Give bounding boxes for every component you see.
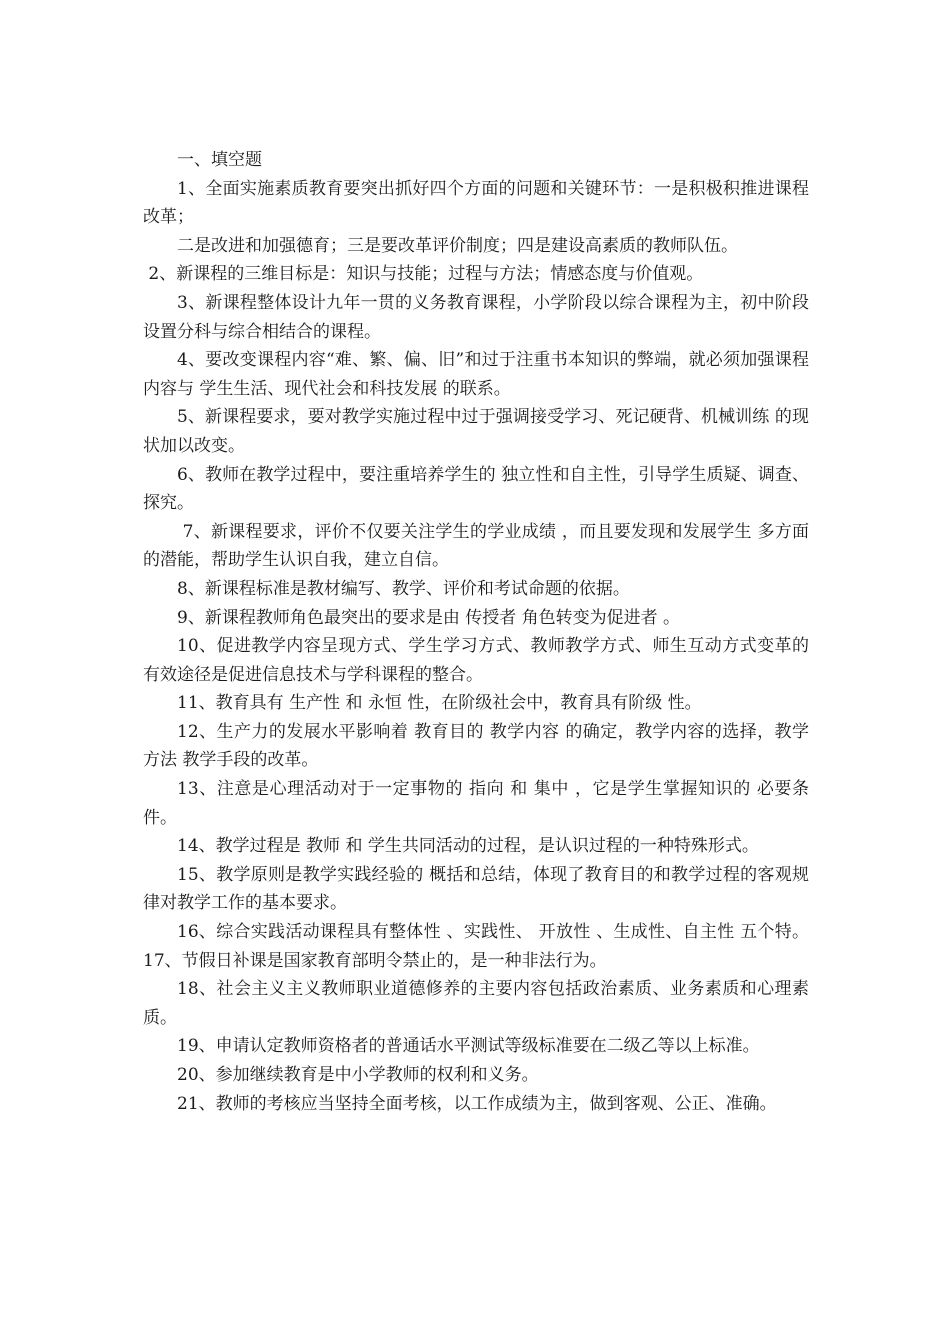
paragraph-1-continued: 二是改进和加强德育；三是要改革评价制度；四是建设高素质的教师队伍。 [177, 235, 738, 256]
paragraph-21: 21、教师的考核应当坚持全面考核，以工作成绩为主，做到客观、公正、准确。 [177, 1093, 777, 1114]
paragraph-6: 6、教师在教学过程中，要注重培养学生的 独立性和自主性，引导学生质疑、调查、探究。 [143, 464, 809, 514]
paragraph-10: 10、促进教学内容呈现方式、学生学习方式、教师教学方式、师生互动方式变革的有效途径是促进信息技术与学科课程的整合。 [143, 636, 809, 685]
document-body [143, 146, 815, 1118]
section-heading: 一、填空题 [177, 150, 262, 170]
paragraph-9: 9、新课程教师角色最突出的要求是由 传授者 角色转变为促进者 。 [177, 607, 681, 628]
paragraph-12: 12、生产力的发展水平影响着 教育目的 教学内容 的确定，教学内容的选择，教学方法 教学手段的改革。 [143, 721, 809, 771]
paragraph-11: 11、教育具有 生产性 和 永恒 性，在阶级社会中，教育具有阶级 性。 [177, 693, 702, 714]
paragraph-20: 20、参加继续教育是中小学教师的权利和义务。 [177, 1065, 539, 1085]
paragraph-2: 2、新课程的三维目标是：知识与技能；过程与方法；情感态度与价值观。 [143, 264, 704, 285]
paragraph-13: 13、注意是心理活动对于一定事物的 指向 和 集中 ，它是学生掌握知识的 必要条件。 [143, 779, 809, 828]
paragraph-18: 18、社会主义主义教师职业道德修养的主要内容包括政治素质、业务素质和心理素质。 [143, 979, 809, 1028]
paragraph-3: 3、新课程整体设计九年一贯的义务教育课程，小学阶段以综合课程为主，初中阶段设置分科与综合相结合的课程。 [143, 292, 809, 342]
paragraph-5: 5、新课程要求，要对教学实施过程中过于强调接受学习、死记硬背、机械训练 的现状加以改变。 [143, 407, 809, 456]
paragraph-16-17: 16、综合实践活动课程具有整体性 、实践性、 开放性 、生成性、自主性 五个特。 17、节假日补课是国家教育部明令禁止的，是一种非法行为。 [143, 922, 815, 971]
paragraph-19: 19、申请认定教师资格者的普通话水平测试等级标准要在二级乙等以上标准。 [177, 1036, 760, 1057]
paragraph-4: 4、要改变课程内容“难、繁、偏、旧”和过于注重书本知识的弊端，就必须加强课程内容与 学生生活、现代社会和科技发展 的联系。 [143, 350, 809, 399]
paragraph-7: 7、新课程要求，评价不仅要关注学生的学业成绩 ，而且要发现和发展学生 多方面的潜能，帮助学生认识自我，建立自信。 [143, 521, 810, 571]
paragraph-15: 15、教学原则是教学实践经验的 概括和总结，体现了教育目的和教学过程的客观规律对教学工作的基本要求。 [143, 864, 809, 914]
paragraph-1: 1、全面实施素质教育要突出抓好四个方面的问题和关键环节：一是积极积推进课程改革； [143, 178, 809, 228]
paragraph-14: 14、教学过程是 教师 和 学生共同活动的过程，是认识过程的一种特殊形式。 [177, 836, 759, 857]
paragraph-8: 8、新课程标准是教材编写、教学、评价和考试命题的依据。 [177, 578, 630, 599]
